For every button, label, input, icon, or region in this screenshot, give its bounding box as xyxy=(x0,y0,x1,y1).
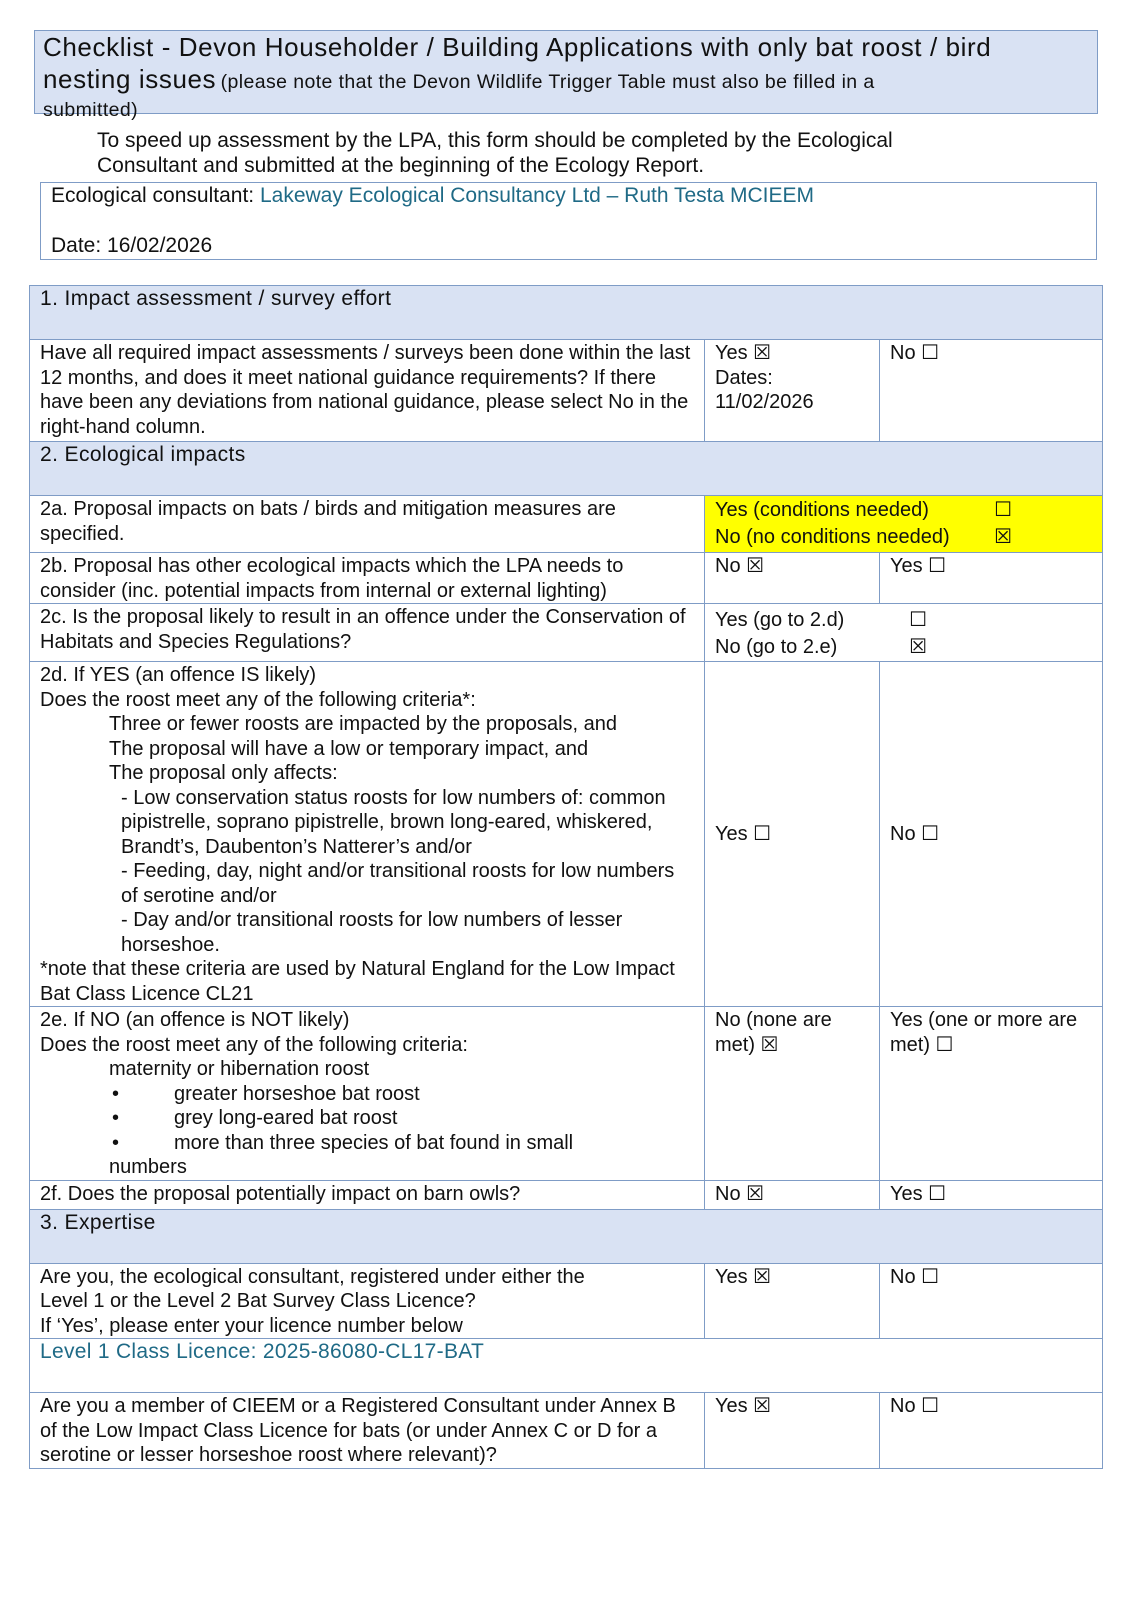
question-2d-sub-2: - Feeding, day, night and/or transitional roosts for low numbers of serotine and/or xyxy=(121,860,675,907)
answer-2c-opt2-label: No (go to 2.e) xyxy=(715,636,838,658)
question-2e-bullet-1 xyxy=(40,1082,694,1107)
question-2b: 2b. Proposal has other ecological impacts which the LPA needs to consider (inc. potential impacts from internal or external lighting) xyxy=(30,553,705,604)
date-value[interactable]: 16/02/2026 xyxy=(107,234,213,257)
form-title-line2 xyxy=(43,66,1089,97)
question-2d-sub-3: - Day and/or transitional roosts for low numbers of lesser horseshoe. xyxy=(121,909,623,956)
question-2f: 2f. Does the proposal potentially impact on barn owls? xyxy=(30,1180,705,1209)
answer-2e-no-checkbox[interactable]: No (none are met) ☒ xyxy=(705,1007,880,1181)
question-2d xyxy=(30,662,705,1007)
row-2a xyxy=(30,496,1103,553)
intro-line-2: Consultant and submitted at the beginning of the Ecology Report. xyxy=(97,154,705,177)
answer-2f-yes-checkbox[interactable]: Yes ☐ xyxy=(880,1180,1103,1209)
question-2e-title: 2e. If NO (an offence is NOT likely) xyxy=(40,1009,350,1031)
bullet-icon: • xyxy=(112,1107,120,1129)
question-3a-line-3: If ‘Yes’, please enter your licence number below xyxy=(40,1314,463,1337)
question-2d-criterion-3: The proposal only affects: xyxy=(109,762,338,784)
answer-2a-opt2-label: No (no conditions needed) xyxy=(715,526,950,548)
answer-2a-opt1-checkbox[interactable]: ☐ xyxy=(994,499,1013,521)
answer-3a-no-checkbox[interactable]: No ☐ xyxy=(880,1263,1103,1339)
form-title-box xyxy=(34,30,1098,121)
question-3a-line-2: Level 1 or the Level 2 Bat Survey Class Licence? xyxy=(40,1290,476,1312)
section-1-dates-value[interactable]: 11/02/2026 xyxy=(715,391,814,413)
question-2d-sub-1: - Low conservation status roosts for low numbers of: common pipistrelle, soprano pipistrelle, brown long-eared, whiskered, Brandt’s, Daubenton’s Natterer’s and/or xyxy=(121,786,666,858)
answer-2d-no-checkbox[interactable]: No ☐ xyxy=(880,662,1103,1007)
question-3a xyxy=(30,1263,705,1339)
answer-3b-no-checkbox[interactable]: No ☐ xyxy=(880,1393,1103,1469)
section-1-dates-label: Dates: xyxy=(715,366,773,389)
row-2e xyxy=(30,1007,1103,1181)
question-2e-intro: Does the roost meet any of the following criteria: xyxy=(40,1033,468,1056)
form-title-note-1: (please note that the Devon Wildlife Trigger Table must also be filled in a xyxy=(220,71,875,93)
question-2a: 2a. Proposal impacts on bats / birds and mitigation measures are specified. xyxy=(30,496,705,553)
row-3a xyxy=(30,1263,1103,1339)
question-2e-bullet-3 xyxy=(40,1131,694,1156)
section-1-question: Have all required impact assessments / surveys been done within the last 12 months, and does it meet national guidance requirements? If there have been any deviations from national guidance, please select No in the right-hand column. xyxy=(30,340,705,442)
form-title-line3 xyxy=(43,97,1089,125)
section-2-heading: 2. Ecological impacts xyxy=(30,442,1103,496)
row-2c xyxy=(30,604,1103,662)
answer-2a xyxy=(705,496,1103,553)
consultant-name[interactable]: Lakeway Ecological Consultancy Ltd – Ruth Testa MCIEEM xyxy=(259,184,815,207)
answer-2a-opt2-checkbox[interactable]: ☒ xyxy=(994,526,1013,548)
question-2d-note: *note that these criteria are used by Natural England for the Low Impact Bat Class Licence CL21 xyxy=(40,958,675,1005)
section-1-yes-cell xyxy=(705,340,880,442)
answer-2c xyxy=(705,604,1103,662)
question-3a-line-1: Are you, the ecological consultant, registered under either the xyxy=(40,1265,585,1288)
intro-line-1: To speed up assessment by the LPA, this form should be completed by the Ecological xyxy=(97,129,893,152)
section-3-heading: 3. Expertise xyxy=(30,1209,1103,1263)
row-2d xyxy=(30,662,1103,1007)
answer-2d-yes-checkbox[interactable]: Yes ☐ xyxy=(705,662,880,1007)
consultant-row xyxy=(51,183,1086,209)
form-title-main-2: nesting issues xyxy=(43,64,217,94)
question-2e-bullet-1-text: greater horseshoe bat roost xyxy=(174,1082,420,1105)
answer-2c-opt1-label: Yes (go to 2.d) xyxy=(715,609,845,631)
question-3b: Are you a member of CIEEM or a Registered Consultant under Annex B of the Low Impact Class Licence for bats (or under Annex C or D for a serotine or lesser horseshoe roost where relevant)? xyxy=(30,1393,705,1469)
licence-number[interactable]: Level 1 Class Licence: 2025-86080-CL17-BAT xyxy=(30,1339,1103,1393)
answer-2f-no-checkbox[interactable]: No ☒ xyxy=(705,1180,880,1209)
form-title-note-2: submitted) xyxy=(43,99,139,121)
answer-2b-yes-checkbox[interactable]: Yes ☐ xyxy=(880,553,1103,604)
intro-text xyxy=(97,128,997,178)
question-2d-criterion-1: Three or fewer roosts are impacted by the proposals, and xyxy=(109,713,618,735)
consultant-label: Ecological consultant: xyxy=(51,184,255,207)
section-1-heading: 1. Impact assessment / survey effort xyxy=(30,286,1103,340)
consultant-box xyxy=(40,182,1097,260)
section-1-header xyxy=(30,286,1103,340)
answer-2a-opt1-label: Yes (conditions needed) xyxy=(715,499,929,521)
question-2e-criterion: maternity or hibernation roost xyxy=(109,1058,370,1080)
question-2e-bullet-2-text: grey long-eared bat roost xyxy=(174,1107,398,1129)
answer-3b-yes-checkbox[interactable]: Yes ☒ xyxy=(705,1393,880,1469)
answer-2b-no-checkbox[interactable]: No ☒ xyxy=(705,553,880,604)
question-2e-tail: numbers xyxy=(109,1156,187,1178)
section-1-yes-checkbox[interactable]: Yes ☒ xyxy=(715,342,772,364)
question-2e-bullet-3-text: more than three species of bat found in small xyxy=(174,1131,574,1154)
section-1-no-checkbox[interactable]: No ☐ xyxy=(880,340,1103,442)
answer-3a-yes-checkbox[interactable]: Yes ☒ xyxy=(705,1263,880,1339)
bullet-icon: • xyxy=(112,1131,120,1154)
form-title-line1 xyxy=(43,33,1089,66)
question-2e-bullet-2 xyxy=(40,1106,694,1131)
row-2b xyxy=(30,553,1103,604)
question-2c: 2c. Is the proposal likely to result in an offence under the Conservation of Habitats and Species Regulations? xyxy=(30,604,705,662)
answer-2c-opt1-checkbox[interactable]: ☐ xyxy=(909,609,928,631)
form-title-main-1: Checklist - Devon Householder / Building Applications with only bat roost / bird xyxy=(43,32,992,62)
row-2f xyxy=(30,1180,1103,1209)
date-label: Date: xyxy=(51,234,102,257)
bullet-icon: • xyxy=(112,1082,120,1105)
row-3b xyxy=(30,1393,1103,1469)
answer-2c-opt1[interactable] xyxy=(715,607,1092,634)
checklist-table xyxy=(29,285,1103,1469)
answer-2c-opt2[interactable] xyxy=(715,634,1092,661)
answer-2a-opt1[interactable] xyxy=(715,497,1092,524)
answer-2a-opt2[interactable] xyxy=(715,524,1092,551)
section-2-header xyxy=(30,442,1103,496)
date-row xyxy=(51,233,1086,259)
question-2e xyxy=(30,1007,705,1181)
section-1-row xyxy=(30,340,1103,442)
answer-2c-opt2-checkbox[interactable]: ☒ xyxy=(909,636,928,658)
section-3-header xyxy=(30,1209,1103,1263)
question-2d-title: 2d. If YES (an offence IS likely) xyxy=(40,664,317,686)
question-2d-criterion-2: The proposal will have a low or temporary impact, and xyxy=(109,737,589,760)
question-2d-intro: Does the roost meet any of the following criteria*: xyxy=(40,688,476,711)
answer-2e-yes-checkbox[interactable]: Yes (one or more are met) ☐ xyxy=(880,1007,1103,1181)
licence-row xyxy=(30,1339,1103,1393)
